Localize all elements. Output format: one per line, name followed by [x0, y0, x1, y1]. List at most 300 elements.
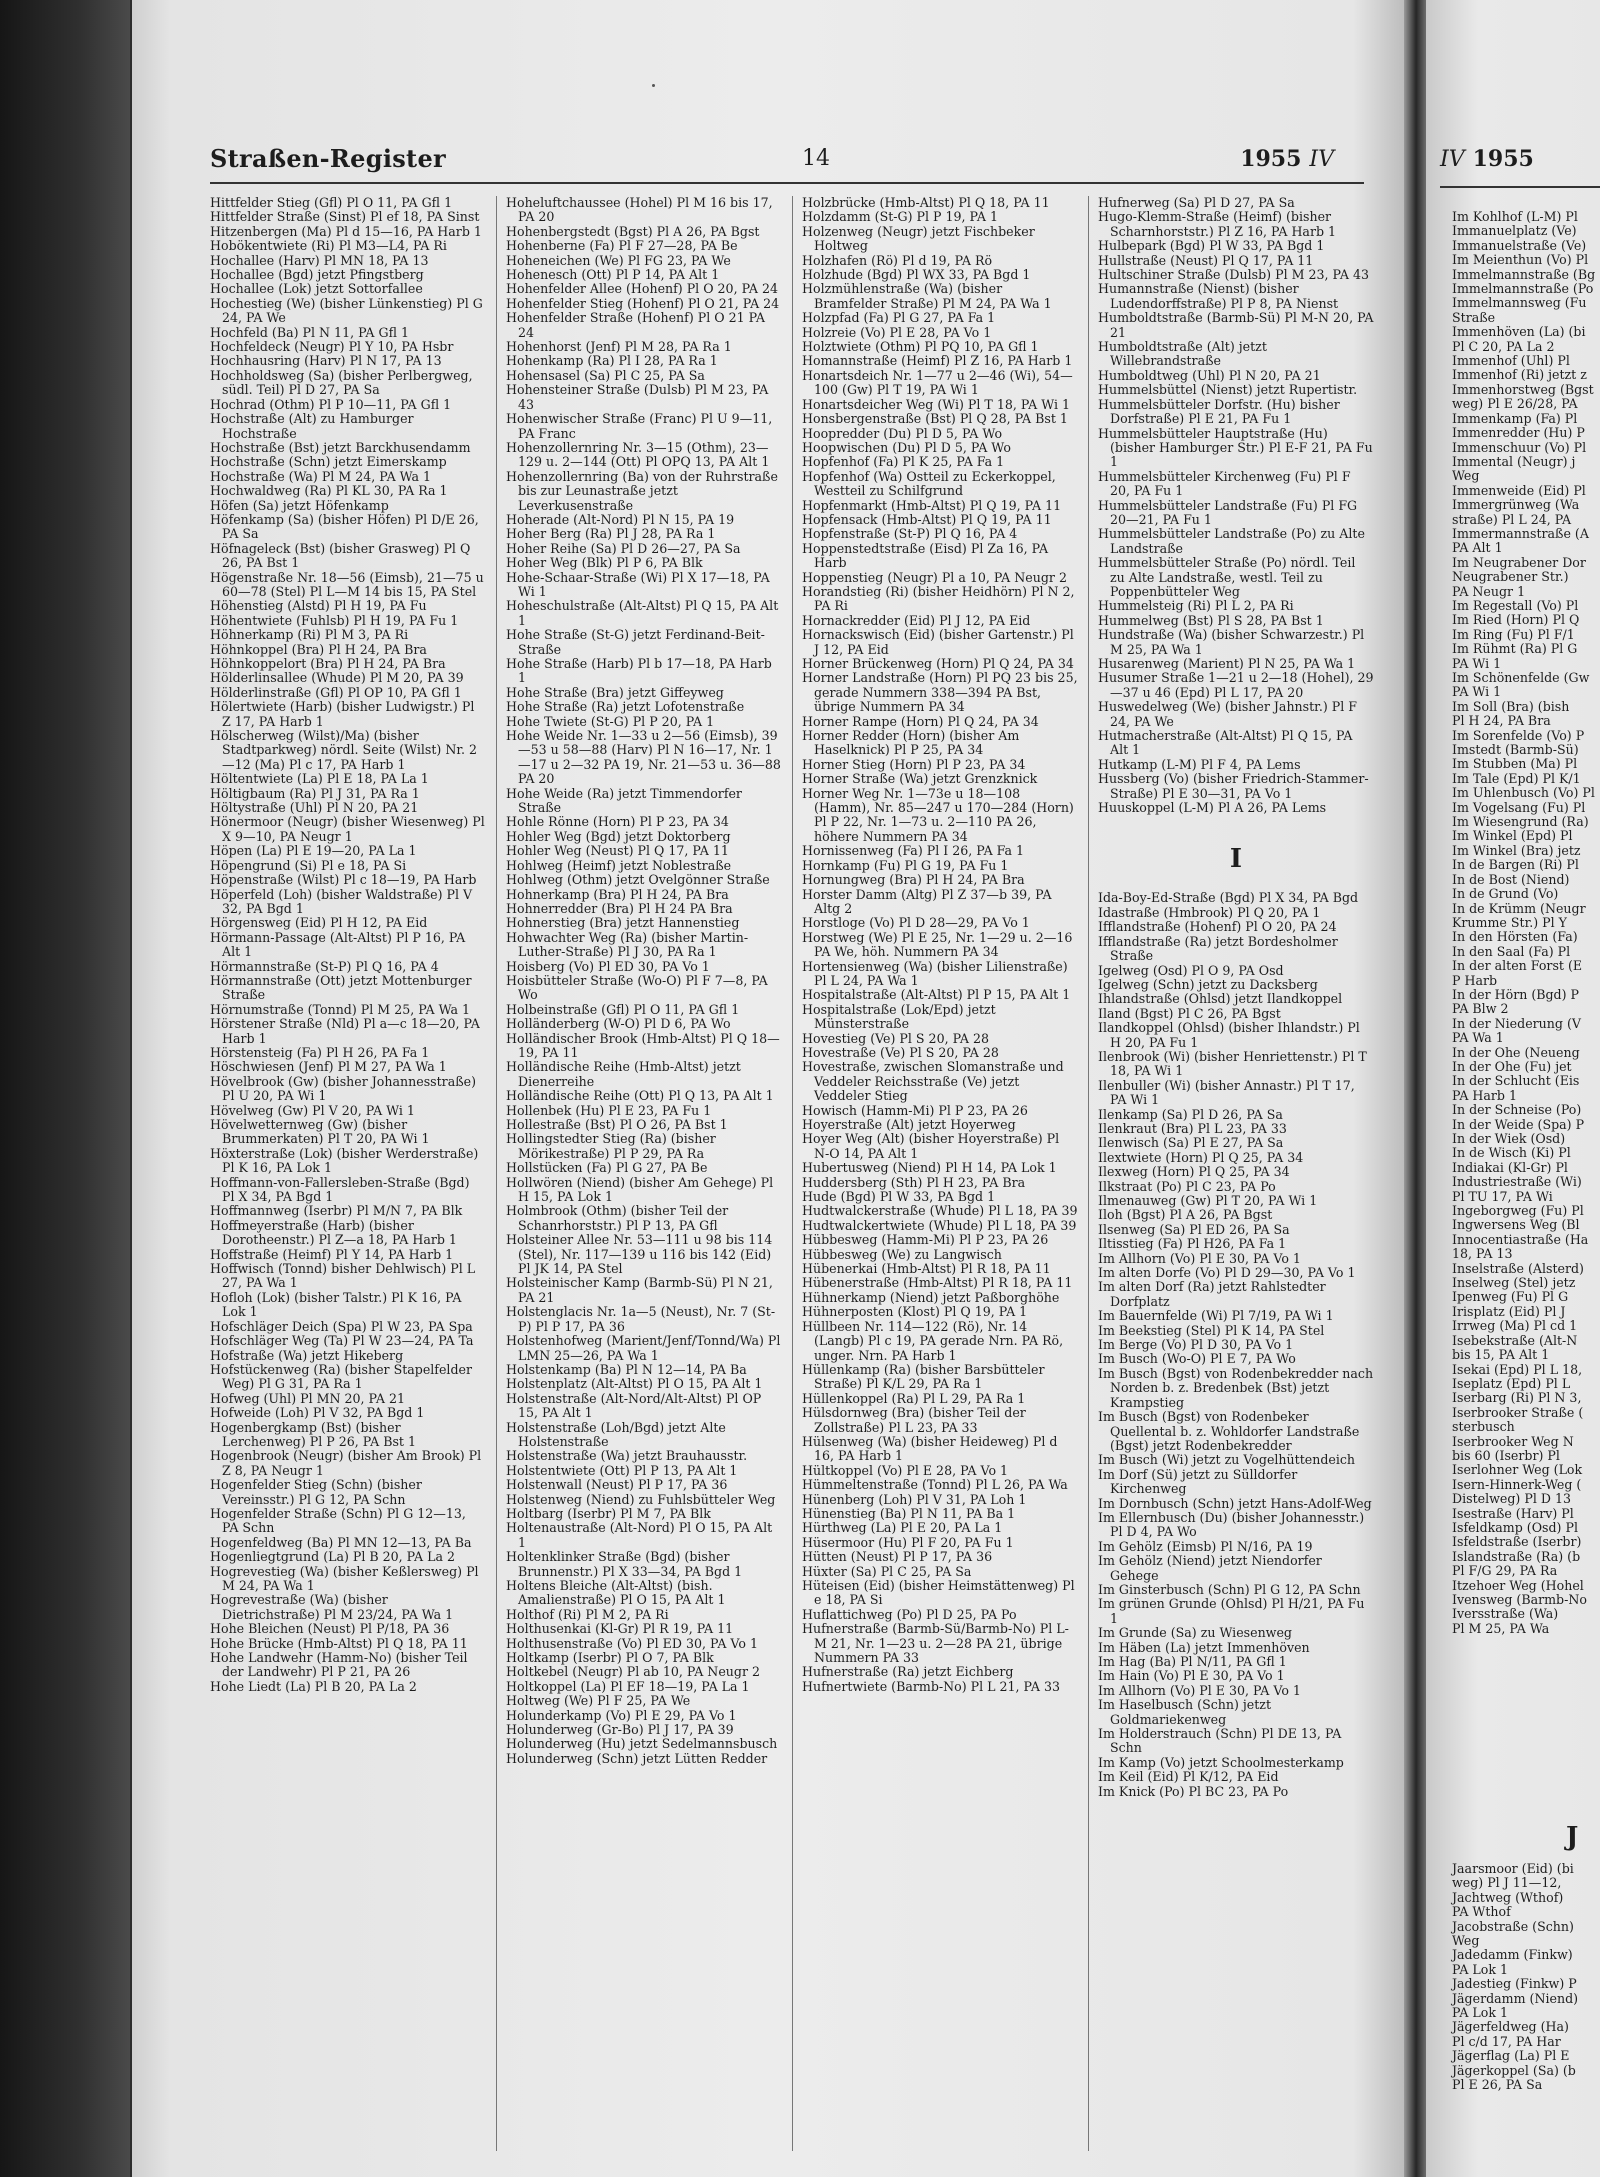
- street-entry: In de Bargen (Ri) Pl: [1452, 857, 1579, 873]
- street-entry: Hohe Straße (Bra) jetzt Giffeyweg: [506, 684, 724, 700]
- street-entry: Holbeinstraße (Gfl) Pl O 11, PA Gfl 1: [506, 1001, 740, 1017]
- street-entry: In de Krümm (Neugr: [1452, 900, 1586, 916]
- street-entry: Im grünen Grunde (Ohlsd) Pl H/21, PA Fu 1: [1098, 1596, 1365, 1626]
- street-entry: Hittfelder Stieg (Gfl) Pl O 11, PA Gfl 1: [210, 196, 453, 210]
- street-entry: Höfen (Sa) jetzt Höfenkamp: [210, 497, 389, 513]
- street-entry: In der Hörn (Bgd) P: [1452, 986, 1580, 1002]
- year-label: [1240, 146, 1334, 172]
- facing-part-label: IV: [1440, 147, 1465, 172]
- street-entry: Hülsenweg (Wa) (bisher Heideweg) Pl d 16, PA Harb 1: [802, 1433, 1058, 1464]
- street-entry: Indiakai (Kl-Gr) Pl: [1452, 1159, 1568, 1175]
- street-entry: Im Gehölz (Eimsb) Pl N/16, PA 19: [1098, 1538, 1313, 1554]
- street-entry: Hohlweg (Othm) jetzt Ovelgönner Straße: [506, 872, 770, 888]
- street-entry: Isfeldstraße (Iserbr): [1452, 1534, 1582, 1550]
- street-entry: PA Alt 1: [1452, 540, 1503, 556]
- street-entry: Im Meienthun (Vo) Pl: [1452, 252, 1589, 268]
- street-entry: Ilenwisch (Sa) Pl E 27, PA Sa: [1098, 1135, 1284, 1151]
- street-entry: Isebekstraße (Alt-N: [1452, 1332, 1578, 1348]
- street-entry: In den Saal (Fa) Pl: [1452, 943, 1571, 959]
- street-entry: Holtweg (We) Pl F 25, PA We: [506, 1693, 691, 1709]
- street-entry: Hudtwalckertwiete (Whude) Pl L 18, PA 39: [802, 1217, 1077, 1233]
- street-entry: Hochrad (Othm) Pl P 10—11, PA Gfl 1: [210, 396, 452, 412]
- street-entry: Hollenbek (Hu) Pl E 23, PA Fu 1: [506, 1102, 712, 1118]
- street-entry: Holstenweg (Niend) zu Fuhlsbütteler Weg: [506, 1491, 776, 1507]
- street-entry: Hornackswisch (Eid) (bisher Gartenstr.) Pl J 12, PA Eid: [802, 627, 1074, 657]
- street-entry: Industriestraße (Wi): [1452, 1174, 1582, 1190]
- street-entry: Holstenstraße (Wa) jetzt Brauhausstr.: [506, 1448, 748, 1464]
- street-entry: Höhnkoppelort (Bra) Pl H 24, PA Bra: [210, 656, 446, 671]
- street-entry: bis 60 (Iserbr) Pl: [1452, 1447, 1560, 1463]
- street-entry: Hollwören (Niend) (bisher Am Gehege) Pl H 15, PA Lok 1: [506, 1174, 774, 1205]
- street-column-2: [506, 196, 782, 2156]
- street-entry: Iloh (Bgst) Pl A 26, PA Bgst: [1098, 1207, 1273, 1223]
- street-entry: 18, PA 13: [1452, 1246, 1513, 1262]
- street-entry: Ilextwiete (Horn) Pl Q 25, PA 34: [1098, 1149, 1304, 1165]
- street-entry: Hopfenmarkt (Hmb-Altst) Pl Q 19, PA 11: [802, 497, 1062, 513]
- street-entry: Hude (Bgd) Pl W 33, PA Bgd 1: [802, 1189, 996, 1205]
- street-entry: Hogenbergkamp (Bst) (bisher Lerchenweg) Pl P 26, PA Bst 1: [210, 1419, 416, 1449]
- street-entry: In der Ohe (Fu) jet: [1452, 1058, 1572, 1074]
- street-entry: Hohenwischer Straße (Franc) Pl U 9—11, PA Franc: [506, 411, 773, 441]
- street-entry: Hussberg (Vo) (bisher Friedrich-Stammer-Straße) Pl E 30—31, PA Vo 1: [1098, 771, 1369, 801]
- street-entry: Horner Redder (Horn) (bisher Am Haselknick) Pl P 25, PA 34: [802, 728, 1020, 758]
- street-entry: Jägerdamm (Niend): [1452, 1990, 1579, 2006]
- street-entry: Hochallee (Bgd) jetzt Pfingstberg: [210, 267, 424, 283]
- street-entry: Hogenbrook (Neugr) (bisher Am Brook) Pl Z 8, PA Neugr 1: [210, 1448, 482, 1478]
- street-entry: Hühnerkamp (Niend) jetzt Paßborghöhe: [802, 1289, 1060, 1305]
- street-entry: Immelmannstraße (Po: [1452, 281, 1594, 297]
- street-entry: Hittfelder Straße (Sinst) Pl ef 18, PA Sinst: [210, 209, 480, 225]
- street-entry: Im Bauernfelde (Wi) Pl 7/19, PA Wi 1: [1098, 1308, 1334, 1324]
- street-entry: Im Vogelsang (Fu) Pl: [1452, 799, 1586, 815]
- street-entry: Pl F/G 29, PA Ra: [1452, 1563, 1558, 1579]
- street-entry: Hohler Weg (Neust) Pl Q 17, PA 11: [506, 843, 729, 859]
- scan-speck: [652, 84, 655, 87]
- street-entry: Hürthweg (La) Pl E 20, PA La 1: [802, 1520, 1003, 1536]
- header-rule: [210, 182, 1364, 184]
- street-entry: Holthusenstraße (Vo) Pl ED 30, PA Vo 1: [506, 1635, 758, 1651]
- street-entry: Hohlweg (Heimf) jetzt Noblestraße: [506, 857, 732, 873]
- street-entry: Hohe Weide (Ra) jetzt Timmendorfer Straße: [506, 785, 742, 816]
- street-entry: Krumme Str.) Pl Y: [1452, 914, 1567, 930]
- street-entry: In der Niederung (V: [1452, 1015, 1581, 1031]
- street-entry: Ilenkamp (Sa) Pl D 26, PA Sa: [1098, 1106, 1283, 1122]
- street-entry: Hövelweg (Gw) Pl V 20, PA Wi 1: [210, 1102, 415, 1118]
- street-entry: Neugrabener Str.): [1452, 569, 1569, 585]
- street-entry: Horner Brückenweg (Horn) Pl Q 24, PA 34: [802, 656, 1074, 671]
- street-entry: In der Weide (Spa) P: [1452, 1116, 1585, 1132]
- street-entry: Iserbrooker Straße (: [1452, 1404, 1584, 1420]
- street-entry: Im Dorf (Sü) jetzt zu Sülldorfer Kirchenweg: [1098, 1466, 1298, 1497]
- street-entry: Humboldtstraße (Barmb-Sü) Pl M-N 20, PA 21: [1098, 310, 1374, 340]
- street-entry: Hohe Bleichen (Neust) Pl P/18, PA 36: [210, 1621, 450, 1637]
- street-entry: Homannstraße (Heimf) Pl Z 16, PA Harb 1: [802, 353, 1073, 369]
- street-entry: In der Ohe (Neueng: [1452, 1044, 1580, 1060]
- street-entry: Hummelsbütteler Dorfstr. (Hu) bisher Dorfstraße) Pl E 21, PA Fu 1: [1098, 396, 1340, 427]
- street-entry: Hornkamp (Fu) Pl G 19, PA Fu 1: [802, 857, 1009, 873]
- street-entry: Hochwaldweg (Ra) Pl KL 30, PA Ra 1: [210, 483, 448, 499]
- street-entry: Hünenstieg (Ba) Pl N 11, PA Ba 1: [802, 1505, 1016, 1521]
- street-entry: Im Knick (Po) Pl BC 23, PA Po: [1098, 1783, 1289, 1799]
- street-entry: Pl M 25, PA Wa: [1452, 1620, 1550, 1636]
- street-entry: Ingwersens Weg (Bl: [1452, 1217, 1580, 1233]
- street-entry: Höhenstieg (Alstd) Pl H 19, PA Fu: [210, 598, 427, 614]
- street-entry: Hörmann-Passage (Alt-Altst) Pl P 16, PA Alt 1: [210, 929, 466, 960]
- street-entry: Hölertwiete (Harb) (bisher Ludwigstr.) Pl Z 17, PA Harb 1: [210, 699, 475, 729]
- street-entry: Im Grunde (Sa) zu Wiesenweg: [1098, 1625, 1292, 1641]
- street-entry: Im Dornbusch (Schn) jetzt Hans-Adolf-Weg: [1098, 1495, 1372, 1511]
- street-entry: Immenhof (Uhl) Pl: [1452, 353, 1570, 369]
- street-entry: PA Wthof: [1452, 1904, 1511, 1920]
- street-entry: Im alten Dorfe (Vo) Pl D 29—30, PA Vo 1: [1098, 1265, 1356, 1281]
- street-entry: Hümmeltenstraße (Tonnd) Pl L 26, PA Wa: [802, 1477, 1068, 1493]
- street-entry: Hövelbrook (Gw) (bisher Johannesstraße) Pl U 20, PA Wi 1: [210, 1073, 476, 1104]
- street-entry: Holstenhofweg (Marient/Jenf/Tonnd/Wa) Pl LMN 25—26, PA Wa 1: [506, 1333, 781, 1363]
- street-entry: Hoher Reihe (Sa) Pl D 26—27, PA Sa: [506, 540, 741, 556]
- street-entry: Hovestieg (Ve) Pl S 20, PA 28: [802, 1030, 990, 1046]
- street-entry: Immental (Neugr) j: [1452, 453, 1576, 469]
- street-entry: Hohensteiner Straße (Dulsb) Pl M 23, PA 43: [506, 382, 769, 412]
- street-entry: PA Wi 1: [1452, 684, 1502, 700]
- street-entry: Jachtweg (Wthof): [1452, 1889, 1564, 1905]
- street-entry: Horner Rampe (Horn) Pl Q 24, PA 34: [802, 713, 1039, 729]
- street-entry: Hörmannstraße (Ott) jetzt Mottenburger Straße: [210, 972, 472, 1003]
- street-entry: Holländischer Brook (Hmb-Altst) Pl Q 18—19, PA 11: [506, 1030, 780, 1060]
- street-entry: Immenhof (Ri) jetzt z: [1452, 367, 1587, 383]
- street-entry: Huswedelweg (We) (bisher Jahnstr.) Pl F 24, PA We: [1098, 699, 1357, 729]
- street-entry: Pl TU 17, PA Wi: [1452, 1188, 1553, 1204]
- street-entry: Hohe Liedt (La) Pl B 20, PA La 2: [210, 1678, 417, 1694]
- street-entry: Jadestieg (Finkw) P: [1452, 1976, 1577, 1992]
- street-entry: Hüsermoor (Hu) Pl F 20, PA Fu 1: [802, 1534, 1014, 1550]
- street-entry: Im Ring (Fu) Pl F/1: [1452, 626, 1575, 642]
- street-entry: Holunderweg (Gr-Bo) Pl J 17, PA 39: [506, 1722, 734, 1738]
- street-entry: Hochholdsweg (Sa) (bisher Perlbergweg, südl. Teil) Pl D 27, PA Sa: [210, 367, 473, 398]
- street-entry: weg) Pl E 26/28, PA: [1452, 396, 1578, 412]
- street-entry: Hutmacherstraße (Alt-Altst) Pl Q 15, PA Alt 1: [1098, 728, 1353, 758]
- street-entry: Hofloh (Lok) (bisher Talstr.) Pl K 16, PA Lok 1: [210, 1289, 462, 1320]
- street-entry: Hochstraße (Schn) jetzt Eimerskamp: [210, 454, 447, 470]
- street-entry: Iseplatz (Epd) Pl L: [1452, 1375, 1571, 1391]
- street-entry: Hummelsbütteler Kirchenweg (Fu) Pl F 20, PA Fu 1: [1098, 468, 1351, 499]
- street-entry: Holztwiete (Othm) Pl PQ 10, PA Gfl 1: [802, 339, 1039, 355]
- street-entry: Hölderlinstraße (Gfl) Pl OP 10, PA Gfl 1: [210, 684, 462, 700]
- street-entry: Distelweg) Pl D 13: [1452, 1491, 1571, 1507]
- street-entry: Hülsdornweg (Bra) (bisher Teil der Zollstraße) Pl L 23, PA 33: [802, 1405, 1026, 1435]
- street-entry: Honartsdeich Nr. 1—77 u 2—46 (Wi), 54—100 (Gw) Pl T 19, PA Wi 1: [802, 367, 1073, 398]
- street-entry: Horner Weg Nr. 1—73e u 18—108 (Hamm), Nr. 85—247 u 170—284 (Horn) Pl P 22, Nr. 1—73 u. 2—110 PA 26, höhere Nummern PA 34: [802, 785, 1074, 844]
- street-entry: Hovestraße (Ve) Pl S 20, PA 28: [802, 1044, 999, 1060]
- street-entry: Hoopredder (Du) Pl D 5, PA Wo: [802, 425, 1003, 441]
- street-entry: Huflattichweg (Po) Pl D 25, PA Po: [802, 1606, 1017, 1622]
- street-entry: Hoher Weg (Blk) Pl P 6, PA Blk: [506, 555, 703, 571]
- street-entry: In der Schneise (Po): [1452, 1102, 1582, 1118]
- facing-page-header: [1440, 146, 1534, 172]
- facing-column-j: [1452, 1862, 1600, 2093]
- street-entry: Im Kohlhof (L-M) Pl: [1452, 209, 1578, 224]
- street-entry: Hohe Landwehr (Hamm-No) (bisher Teil der Landwehr) Pl P 21, PA 26: [210, 1650, 468, 1680]
- street-entry: Ilexweg (Horn) Pl Q 25, PA 34: [1098, 1164, 1290, 1180]
- street-entry: Im Keil (Eid) Pl K/12, PA Eid: [1098, 1769, 1279, 1785]
- street-entry: Holzdamm (St-G) Pl P 19, PA 1: [802, 209, 998, 225]
- street-entry: Iserbarg (Ri) Pl N 3,: [1452, 1390, 1582, 1406]
- street-entry: Hortensienweg (Wa) (bisher Lilienstraße) Pl L 24, PA Wa 1: [802, 958, 1068, 988]
- street-entry: Hoherade (Alt-Nord) Pl N 15, PA 19: [506, 511, 735, 527]
- street-entry: Hohenesch (Ott) Pl P 14, PA Alt 1: [506, 267, 720, 283]
- street-entry: Honsbergenstraße (Bst) Pl Q 28, PA Bst 1: [802, 411, 1068, 427]
- facing-page: [1426, 0, 1600, 2177]
- street-entry: Hufnerweg (Sa) Pl D 27, PA Sa: [1098, 196, 1295, 210]
- street-entry: Hohler Weg (Bgd) jetzt Doktorberg: [506, 828, 731, 844]
- street-entry: Hofschläger Weg (Ta) Pl W 23—24, PA Ta: [210, 1333, 474, 1349]
- street-entry: Höpengrund (Si) Pl e 18, PA Si: [210, 857, 407, 873]
- street-entry: Iland (Bgst) Pl C 26, PA Bgst: [1098, 1005, 1281, 1021]
- column-divider: [496, 196, 497, 2151]
- street-entry: Hollingstedter Stieg (Ra) (bisher Mörikestraße) Pl P 29, PA Ra: [506, 1131, 716, 1161]
- street-column-4: [1098, 196, 1374, 2156]
- street-entry: Hummelsteig (Ri) Pl L 2, PA Ri: [1098, 598, 1294, 614]
- street-entry: P Harb: [1452, 972, 1498, 988]
- street-entry: Hochstraße (Wa) Pl M 24, PA Wa 1: [210, 468, 432, 484]
- street-entry: Jaarsmoor (Eid) (bi: [1452, 1861, 1574, 1876]
- street-entry: Hohenzollernring (Ba) von der Ruhrstraße bis zur Leunastraße jetzt Leverkusenstraße: [506, 468, 778, 513]
- street-entry: Höhnerkamp (Ri) Pl M 3, PA Ri: [210, 627, 409, 643]
- street-entry: Hospitalstraße (Lok/Epd) jetzt Münsterstraße: [802, 1001, 996, 1032]
- street-entry: Im Hain (Vo) Pl E 30, PA Vo 1: [1098, 1668, 1285, 1684]
- street-entry: Hoheluftchaussee (Hohel) Pl M 16 bis 17, PA 20: [506, 196, 773, 225]
- street-entry: Horner Straße (Wa) jetzt Grenzknick: [802, 771, 1038, 787]
- column-divider: [792, 196, 793, 2151]
- street-entry: Hohenzollernring Nr. 3—15 (Othm), 23—129 u. 2—144 (Ott) Pl OPQ 13, PA Alt 1: [506, 439, 770, 470]
- street-entry: Hufnertwiete (Barmb-No) Pl L 21, PA 33: [802, 1678, 1060, 1694]
- street-entry: Holstenplatz (Alt-Altst) Pl O 15, PA Alt 1: [506, 1376, 763, 1392]
- street-entry: Immermannstraße (A: [1452, 525, 1589, 541]
- street-entry: Weg: [1452, 1933, 1480, 1949]
- street-entry: Hölderlinsallee (Whude) Pl M 20, PA 39: [210, 670, 464, 686]
- street-entry: Holzbrücke (Hmb-Altst) Pl Q 18, PA 11: [802, 196, 1050, 210]
- street-entry: Hochfeldeck (Neugr) Pl Y 10, PA Hsbr: [210, 339, 454, 355]
- street-entry: Immanuelstraße (Ve): [1452, 237, 1587, 253]
- street-entry: Ilsenweg (Sa) Pl ED 26, PA Sa: [1098, 1221, 1290, 1237]
- street-entry: Hochhausring (Harv) Pl N 17, PA 13: [210, 353, 442, 369]
- street-entry: Immergrünweg (Wa: [1452, 497, 1580, 513]
- street-entry: Isfeldkamp (Osd) Pl: [1452, 1519, 1578, 1535]
- street-entry: Husumer Straße 1—21 u 2—18 (Hohel), 29—37 u 46 (Epd) Pl L 17, PA 20: [1098, 670, 1374, 700]
- street-entry: Im Sorenfelde (Vo) P: [1452, 727, 1585, 743]
- street-entry: Pl C 20, PA La 2: [1452, 338, 1555, 354]
- street-entry: Holunderkamp (Vo) Pl E 29, PA Vo 1: [506, 1707, 737, 1723]
- street-entry: Im Ried (Horn) Pl Q: [1452, 612, 1580, 628]
- street-entry: Ingeborgweg (Fu) Pl: [1452, 1203, 1584, 1219]
- street-entry: Straße: [1452, 309, 1496, 325]
- street-entry: Hopfenhof (Wa) Ostteil zu Eckerkoppel, Westteil zu Schilfgrund: [802, 468, 1056, 499]
- street-entry: Hogenfeldweg (Ba) Pl MN 12—13, PA Ba: [210, 1534, 472, 1550]
- street-entry: Hüteisen (Eid) (bisher Heimstättenweg) Pl e 18, PA Si: [802, 1578, 1075, 1608]
- street-entry: PA Blw 2: [1452, 1001, 1509, 1017]
- street-entry: Holsteinischer Kamp (Barmb-Sü) Pl N 21, PA 21: [506, 1275, 773, 1305]
- street-entry: Im Beekstieg (Stel) Pl K 14, PA Stel: [1098, 1322, 1325, 1338]
- street-entry: Husarenweg (Marient) Pl N 25, PA Wa 1: [1098, 656, 1356, 671]
- part-label: IV: [1309, 147, 1334, 172]
- street-entry: Hörstener Straße (Nld) Pl a—c 18—20, PA Harb 1: [210, 1016, 480, 1046]
- street-entry: Hüllenkamp (Ra) (bisher Barsbütteler Straße) Pl K/L 29, PA Ra 1: [802, 1361, 1045, 1392]
- street-entry: Holzenweg (Neugr) jetzt Fischbeker Holtweg: [802, 223, 1035, 254]
- street-entry: Hohe Straße (Ra) jetzt Lofotenstraße: [506, 699, 745, 715]
- street-entry: Holstentwiete (Ott) Pl P 13, PA Alt 1: [506, 1462, 738, 1478]
- street-entry: Hornackredder (Eid) Pl J 12, PA Eid: [802, 612, 1031, 628]
- street-entry: Huuskoppel (L-M) Pl A 26, PA Lems: [1098, 800, 1327, 816]
- street-entry: Hogenfelder Straße (Schn) Pl G 12—13, PA Schn: [210, 1505, 466, 1536]
- street-entry: Iversstraße (Wa): [1452, 1606, 1559, 1622]
- street-entry: Hummelsbütteler Landstraße (Fu) Pl FG 20—21, PA Fu 1: [1098, 497, 1358, 527]
- street-entry: Hünenberg (Loh) Pl V 31, PA Loh 1: [802, 1491, 1027, 1507]
- facing-year: 1955: [1472, 146, 1534, 172]
- street-entry: Im Busch (Bgst) von Rodenbekredder nach Norden b. z. Bredenbek (Bst) jetzt Krampstieg: [1098, 1365, 1374, 1410]
- street-entry: Holzhafen (Rö) Pl d 19, PA Rö: [802, 252, 993, 268]
- street-entry: Immenweide (Eid) Pl: [1452, 482, 1586, 498]
- street-entry: Im Ginsterbusch (Schn) Pl G 12, PA Schn: [1098, 1581, 1361, 1597]
- street-entry: Ilmenauweg (Gw) Pl T 20, PA Wi 1: [1098, 1193, 1318, 1208]
- street-entry: Hofweide (Loh) Pl V 32, PA Bgd 1: [210, 1405, 425, 1421]
- street-entry: Hornissenweg (Fa) Pl I 26, PA Fa 1: [802, 843, 1025, 859]
- street-entry: Holstenwall (Neust) Pl P 17, PA 36: [506, 1477, 728, 1493]
- street-entry: Hohe Straße (St-G) jetzt Ferdinand-Beit-Straße: [506, 627, 765, 657]
- street-entry: Höhnkoppel (Bra) Pl H 24, PA Bra: [210, 641, 427, 657]
- street-entry: Howisch (Hamm-Mi) Pl P 23, PA 26: [802, 1102, 1028, 1118]
- street-entry: Hogenliegtgrund (La) Pl B 20, PA La 2: [210, 1549, 455, 1565]
- street-entry: Jägerflag (La) Pl E: [1452, 2048, 1570, 2064]
- street-entry: In de Wisch (Ki) Pl: [1452, 1145, 1571, 1161]
- street-entry: Im Holderstrauch (Schn) Pl DE 13, PA Schn: [1098, 1726, 1342, 1756]
- street-entry: Holländerberg (W-O) Pl D 6, PA Wo: [506, 1016, 731, 1032]
- street-entry: Holzreie (Vo) Pl E 28, PA Vo 1: [802, 324, 992, 340]
- street-entry: Hollstücken (Fa) Pl G 27, PA Be: [506, 1160, 708, 1176]
- street-entry: straße) Pl L 24, PA: [1452, 511, 1572, 527]
- street-entry: PA Lok 1: [1452, 1961, 1509, 1977]
- street-entry: Holtens Bleiche (Alt-Altst) (bish. Amalienstraße) Pl O 15, PA Alt 1: [506, 1578, 726, 1608]
- street-entry: In de Bost (Niend): [1452, 871, 1570, 887]
- page-number: 14: [802, 146, 830, 171]
- street-entry: Hoffstraße (Heimf) Pl Y 14, PA Harb 1: [210, 1246, 454, 1262]
- street-entry: weg) Pl J 11—12,: [1452, 1875, 1562, 1891]
- street-entry: Ilenbuller (Wi) (bisher Annastr.) Pl T 17, PA Wi 1: [1098, 1077, 1355, 1108]
- street-entry: Im Berge (Vo) Pl D 30, PA Vo 1: [1098, 1337, 1294, 1353]
- section-letter-j: J: [1566, 1822, 1579, 1852]
- street-entry: Hohle Rönne (Horn) Pl P 23, PA 34: [506, 814, 729, 830]
- street-entry: PA Wa 1: [1452, 1030, 1504, 1046]
- street-entry: Hühnerposten (Klost) Pl Q 19, PA 1: [802, 1304, 1028, 1320]
- street-entry: Höfenkamp (Sa) (bisher Höfen) Pl D/E 26, PA Sa: [210, 511, 479, 542]
- street-entry: Ilenkraut (Bra) Pl L 23, PA 33: [1098, 1120, 1287, 1136]
- street-entry: Hummelsbüttel (Nienst) jetzt Rupertistr.: [1098, 382, 1358, 398]
- street-entry: Hoisberg (Vo) Pl ED 30, PA Vo 1: [506, 958, 710, 974]
- street-entry: Im Allhorn (Vo) Pl E 30, PA Vo 1: [1098, 1250, 1301, 1266]
- facing-column: [1452, 210, 1600, 1636]
- street-entry: PA Lok 1: [1452, 2005, 1509, 2021]
- street-entry: Hogenfelder Stieg (Schn) (bisher Vereinsstr.) Pl G 12, PA Schn: [210, 1477, 422, 1507]
- street-entry: Hudtwalckerstraße (Whude) Pl L 18, PA 39: [802, 1203, 1078, 1219]
- street-entry: Hörnumstraße (Tonnd) Pl M 25, PA Wa 1: [210, 1001, 471, 1017]
- street-entry: Hultschiner Straße (Dulsb) Pl M 23, PA 43: [1098, 267, 1369, 283]
- street-entry: Ilandkoppel (Ohlsd) (bisher Ihlandstr.) Pl H 20, PA Fu 1: [1098, 1020, 1360, 1050]
- street-entry: Innocentiastraße (Ha: [1452, 1231, 1589, 1247]
- street-entry: Hofstückenweg (Ra) (bisher Stapelfelder Weg) Pl G 31, PA Ra 1: [210, 1361, 472, 1392]
- street-entry: Hofschläger Deich (Spa) Pl W 23, PA Spa: [210, 1318, 473, 1334]
- street-entry: Höltystraße (Uhl) Pl N 20, PA 21: [210, 800, 419, 816]
- street-entry: Irrweg (Ma) Pl cd 1: [1452, 1318, 1578, 1334]
- street-entry: Hohenkamp (Ra) Pl I 28, PA Ra 1: [506, 353, 718, 369]
- street-entry: Im Uhlenbusch (Vo) Pl: [1452, 785, 1595, 801]
- street-entry: Hoffmeyerstraße (Harb) (bisher Dorotheenstr.) Pl Z—a 18, PA Harb 1: [210, 1217, 457, 1248]
- street-entry: Hörmannstraße (St-P) Pl Q 16, PA 4: [210, 958, 439, 974]
- street-entry: Im Soll (Bra) (bish: [1452, 698, 1570, 714]
- street-entry: Holtenaustraße (Alt-Nord) Pl O 15, PA Alt 1: [506, 1520, 773, 1550]
- street-entry: PA Neugr 1: [1452, 583, 1526, 599]
- street-entry: Pl E 26, PA Sa: [1452, 2077, 1543, 2093]
- street-entry: Hohwachter Weg (Ra) (bisher Martin-Luther-Straße) Pl J 30, PA Ra 1: [506, 929, 749, 960]
- register-title: Straßen-Register: [210, 144, 446, 173]
- street-entry: Im Rühmt (Ra) Pl G: [1452, 641, 1578, 657]
- street-entry: Humboldtweg (Uhl) Pl N 20, PA 21: [1098, 367, 1321, 383]
- street-entry: Ifflandstraße (Ra) jetzt Bordesholmer Straße: [1098, 933, 1338, 964]
- street-entry: Ilkstraat (Po) Pl C 23, PA Po: [1098, 1178, 1276, 1194]
- street-entry: Hörstensteig (Fa) Pl H 26, PA Fa 1: [210, 1044, 430, 1060]
- street-entry: Immelmannsweg (Fu: [1452, 295, 1587, 311]
- facing-header-rule: [1440, 186, 1600, 188]
- street-entry: Inselweg (Stel) jetz: [1452, 1275, 1576, 1291]
- street-entry: Hummelsbütteler Hauptstraße (Hu) (bisher Hamburger Str.) Pl E-F 21, PA Fu 1: [1098, 425, 1373, 470]
- street-entry: Iserbrooker Weg N: [1452, 1433, 1574, 1449]
- street-entry: Holstenglacis Nr. 1a—5 (Neust), Nr. 7 (St-P) Pl P 17, PA 36: [506, 1304, 776, 1334]
- street-entry: Jägerkoppel (Sa) (b: [1452, 2062, 1576, 2078]
- street-entry: Hohenberne (Fa) Pl F 27—28, PA Be: [506, 238, 738, 254]
- street-entry: Hübenerstraße (Hmb-Altst) Pl R 18, PA 11: [802, 1275, 1073, 1291]
- street-entry: Höperfeld (Loh) (bisher Waldstraße) Pl V 32, PA Bgd 1: [210, 886, 473, 916]
- street-entry: In den Hörsten (Fa): [1452, 929, 1578, 945]
- street-entry: Immelmannstraße (Bg: [1452, 266, 1596, 282]
- street-entry: Im Busch (Wo-O) Pl E 7, PA Wo: [1098, 1351, 1296, 1367]
- street-entry: Hofstraße (Wa) jetzt Hikeberg: [210, 1347, 404, 1363]
- street-entry: Igelweg (Schn) jetzt zu Dacksberg: [1098, 976, 1318, 992]
- street-entry: Holstenstraße (Alt-Nord/Alt-Altst) Pl OP 15, PA Alt 1: [506, 1390, 762, 1421]
- street-entry: Im Schönenfelde (Gw: [1452, 670, 1590, 685]
- street-entry: Hönermoor (Neugr) (bisher Wiesenweg) Pl X 9—10, PA Neugr 1: [210, 814, 485, 844]
- street-entry: Holtkamp (Iserbr) Pl O 7, PA Blk: [506, 1650, 714, 1666]
- street-entry: Im Tale (Epd) Pl K/1: [1452, 770, 1581, 786]
- street-entry: Holzpfad (Fa) Pl G 27, PA Fa 1: [802, 310, 996, 326]
- street-entry: Weg: [1452, 468, 1480, 484]
- street-entry: Immenkamp (Fa) Pl: [1452, 410, 1578, 426]
- street-entry: Holthusenkai (Kl-Gr) Pl R 19, PA 11: [506, 1621, 734, 1637]
- street-entry: Immanuelplatz (Ve): [1452, 223, 1577, 239]
- street-entry: Im Häben (La) jetzt Immenhöven: [1098, 1639, 1310, 1655]
- street-entry: Hochfeld (Ba) Pl N 11, PA Gfl 1: [210, 324, 409, 340]
- street-entry: Horstloge (Vo) Pl D 28—29, PA Vo 1: [802, 915, 1030, 931]
- year-value: 1955: [1240, 146, 1302, 172]
- street-entry: Hubertusweg (Niend) Pl H 14, PA Lok 1: [802, 1160, 1057, 1176]
- street-entry: Hoffwisch (Tonnd) bisher Dehlwisch) Pl L 27, PA Wa 1: [210, 1261, 476, 1291]
- street-entry: Hoyer Weg (Alt) (bisher Hoyerstraße) Pl N-O 14, PA Alt 1: [802, 1131, 1060, 1161]
- street-entry: Hohenfelder Stieg (Hohenf) Pl O 21, PA 24: [506, 295, 780, 311]
- street-entry: Holzmühlenstraße (Wa) (bisher Bramfelder Straße) Pl M 24, PA Wa 1: [802, 281, 1052, 311]
- street-entry: Hospitalstraße (Alt-Altst) Pl P 15, PA Alt 1: [802, 987, 1071, 1003]
- street-entry: In der alten Forst (E: [1452, 958, 1583, 974]
- street-entry: Horandstieg (Ri) (bisher Heidhörn) Pl N 2, PA Ri: [802, 583, 1075, 614]
- street-entry: Im Haselbusch (Schn) jetzt Goldmariekenweg: [1098, 1697, 1272, 1727]
- street-entry: Högenstraße Nr. 18—56 (Eimsb), 21—75 u 60—78 (Stel) Pl L—M 14 bis 15, PA Stel: [210, 569, 484, 599]
- street-entry: Hulbepark (Bgd) Pl W 33, PA Bgd 1: [1098, 238, 1325, 254]
- street-entry: Hörgensweg (Eid) Pl H 12, PA Eid: [210, 915, 428, 931]
